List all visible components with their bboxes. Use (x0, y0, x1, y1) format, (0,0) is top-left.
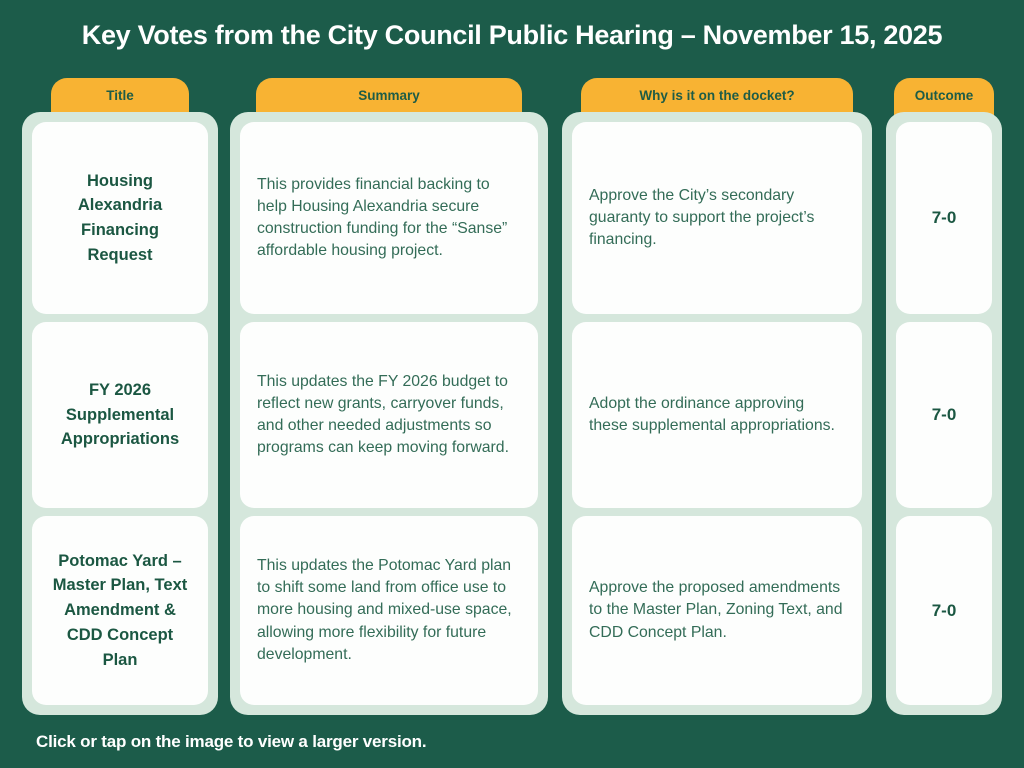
column-docket-container (562, 112, 872, 715)
page-title: Key Votes from the City Council Public Hearing – November 15, 2025 (81, 20, 943, 50)
column-header-docket-label: Why is it on the docket? (639, 88, 795, 103)
table-row (240, 122, 538, 314)
column-title (22, 78, 218, 715)
table-row (32, 516, 208, 705)
table-row (572, 516, 862, 705)
vote-outcome: 7-0 (931, 600, 957, 620)
enlarge-hint-text: Click or tap on the image to view a larger version. (36, 732, 427, 751)
column-outcome-container (886, 112, 1002, 715)
table-row (896, 516, 992, 705)
table-row (240, 516, 538, 705)
table-row (32, 122, 208, 314)
item-title: FY 2026 Supplemental Appropriations (60, 380, 180, 449)
item-title: Potomac Yard – Master Plan, Text Amendment & CDD Concept Plan (52, 551, 188, 669)
item-docket-reason: Approve the proposed amendments to the Master Plan, Zoning Text, and CDD Concept Plan. (589, 579, 843, 641)
vote-outcome: 7-0 (931, 208, 957, 227)
table-row (896, 122, 992, 314)
item-title: Housing Alexandria Financing Request (77, 171, 163, 264)
column-header-title-label: Title (106, 88, 134, 103)
column-summary (230, 78, 548, 715)
item-summary: This updates the FY 2026 budget to reflect new grants, carryover funds, and other needed adjustments so programs can keep moving forward. (257, 372, 509, 457)
table-row (240, 322, 538, 508)
column-header-summary-label: Summary (358, 88, 420, 103)
table-row (32, 322, 208, 508)
item-summary: This updates the Potomac Yard plan to shift some land from office use to more housing and mixed-use space, allowing more flexibility for future development. (257, 557, 512, 663)
item-docket-reason: Adopt the ordinance approving these supplemental appropriations. (589, 394, 835, 434)
column-title-container (22, 112, 218, 715)
item-docket-reason: Approve the City’s secondary guaranty to support the project’s financing. (589, 186, 815, 249)
column-docket (562, 78, 872, 715)
item-summary: This provides financial backing to help Housing Alexandria secure construction funding for the “Sanse” affordable housing project. (257, 175, 508, 260)
table-row (572, 122, 862, 314)
table-row (572, 322, 862, 508)
column-summary-container (230, 112, 548, 715)
table-row (896, 322, 992, 508)
column-header-outcome-label: Outcome (914, 88, 974, 103)
vote-outcome: 7-0 (931, 405, 957, 424)
column-outcome (886, 78, 1002, 715)
